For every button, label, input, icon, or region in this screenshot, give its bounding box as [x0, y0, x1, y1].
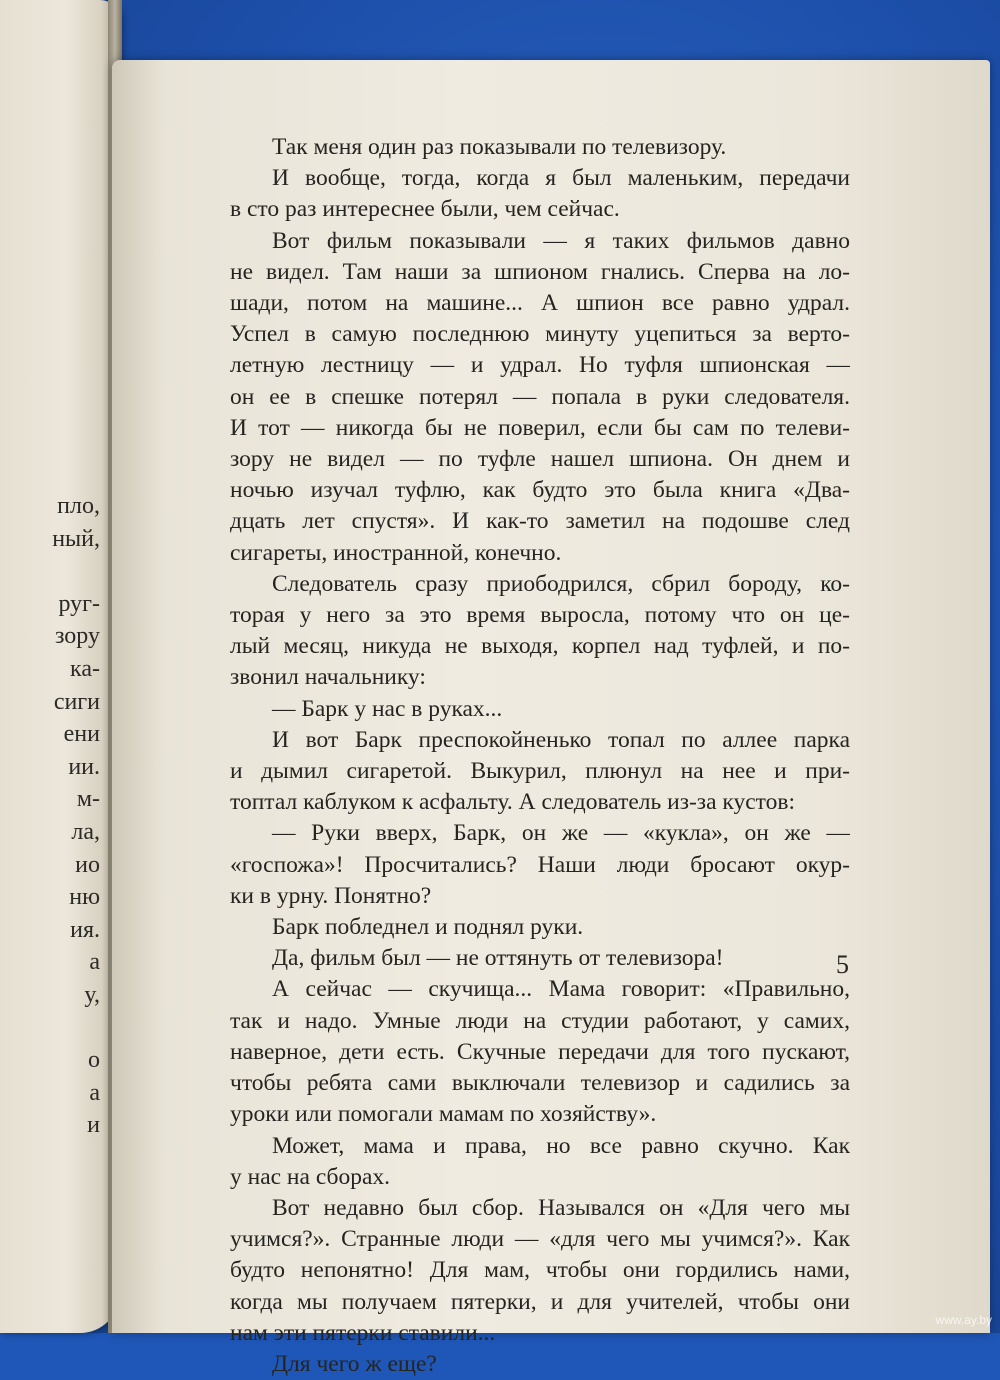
- text-line: Да, фильм был — не оттянуть от телевизора!: [272, 945, 724, 972]
- text-line: топтал каблуком к асфальту. А следователь из-за кустов:: [230, 789, 795, 816]
- text-line: звонил начальнику:: [230, 664, 426, 691]
- text-line: — Барк у нас в руках...: [272, 695, 503, 722]
- text-line: в сто раз интереснее были, чем сейчас.: [230, 196, 620, 223]
- text-line: И вообще, тогда, когда я был маленьким, передачи: [272, 165, 850, 192]
- left-page-line: ка-: [70, 655, 100, 682]
- text-line: Успел в самую последнюю минуту уцепиться за верто-: [230, 321, 850, 348]
- left-page: [0, 0, 120, 1333]
- left-page-line: ню: [69, 884, 100, 911]
- text-line: лый месяц, никуда не выходя, корпел над туфлей, и по-: [230, 633, 850, 660]
- text-line: Вот фильм показывали — я таких фильмов давно: [272, 227, 850, 254]
- left-page-line: у,: [84, 981, 100, 1008]
- text-line: Барк побледнел и поднял руки.: [272, 914, 584, 941]
- text-line: уроки или помогали мамам по хозяйству».: [230, 1101, 657, 1128]
- text-line: торая у него за это время выросла, потому что он це-: [230, 602, 850, 629]
- text-line: у нас на сборах.: [230, 1163, 391, 1190]
- text-line: И тот — никогда бы не поверил, если бы сам по телеви-: [230, 414, 850, 441]
- text-line: Так меня один раз показывали по телевизору.: [272, 134, 727, 160]
- text-line: не видел. Там наши за шпионом гнались. Сперва на ло-: [230, 258, 850, 285]
- left-page-line: ио: [75, 851, 100, 878]
- page-body-text: [230, 132, 850, 1380]
- text-line: дцать лет спустя». И как-то заметил на подошве след: [230, 508, 850, 535]
- left-page-line: а: [89, 1079, 100, 1106]
- text-line: зору не видел — по туфле нашел шпиона. Он днем и: [230, 446, 850, 473]
- left-page-line: ла,: [71, 818, 100, 845]
- text-line: будто непонятно! Для мам, чтобы они гордились нами,: [230, 1257, 850, 1284]
- left-page-line: и: [87, 1112, 100, 1139]
- text-line: А сейчас — скучища... Мама говорит: «Правильно,: [272, 976, 850, 1003]
- text-line: ки в урну. Понятно?: [230, 882, 432, 909]
- left-page-line: м-: [76, 786, 100, 813]
- left-page-line: пло,: [57, 493, 100, 519]
- left-page-line: ени: [63, 721, 100, 748]
- text-line: «госпожа»! Просчитались? Наши люди бросают окур-: [230, 851, 850, 878]
- left-page-line: сиги: [53, 688, 100, 715]
- right-page: [112, 60, 990, 1377]
- text-line: — Руки вверх, Барк, он же — «кукла», он же —: [272, 820, 850, 847]
- left-page-line: руг-: [58, 590, 100, 617]
- left-page-line: ный,: [52, 525, 100, 552]
- text-line: так и надо. Умные люди на студии работают, у самих,: [230, 1007, 850, 1034]
- left-page-text: [0, 490, 100, 1142]
- text-line: Вот недавно был сбор. Назывался он «Для чего мы: [272, 1194, 850, 1221]
- left-page-line: ия.: [70, 916, 100, 943]
- left-page-line: о: [88, 1047, 100, 1074]
- text-line: он ее в спешке потерял — попала в руки следователя.: [230, 383, 850, 410]
- left-page-line: ии.: [68, 753, 100, 780]
- left-page-line: зору: [54, 623, 100, 650]
- text-line: чтобы ребята сами выключали телевизор и садились за: [230, 1070, 850, 1097]
- left-page-line: [0, 555, 100, 588]
- text-line: когда мы получаем пятерки, и для учителей, чтобы они: [230, 1288, 850, 1315]
- text-line: сигареты, иностранной, конечно.: [230, 539, 562, 566]
- left-page-line: [0, 1012, 100, 1045]
- text-line: Для чего ж еще?: [272, 1350, 437, 1377]
- text-line: и дымил сигаретой. Выкурил, плюнул на нее и при-: [230, 758, 850, 785]
- text-line: нам эти пятерки ставили...: [230, 1319, 496, 1346]
- page-number: 5: [836, 950, 849, 979]
- site-watermark: www.ay.by: [935, 1313, 992, 1327]
- left-page-line: а: [89, 949, 100, 976]
- text-line: наверное, дети есть. Скучные передачи для того пускают,: [230, 1038, 850, 1065]
- text-line: учимся?». Странные люди — «для чего мы учимся?». Как: [230, 1226, 850, 1253]
- text-line: летную лестницу — и удрал. Но туфля шпионская —: [230, 352, 850, 379]
- text-line: шади, потом на машине... А шпион все равно удрал.: [230, 290, 850, 317]
- text-line: Может, мама и права, но все равно скучно. Как: [272, 1132, 850, 1159]
- text-line: И вот Барк преспокойненько топал по аллее парка: [272, 726, 850, 753]
- text-line: ночью изучал туфлю, как будто это была книга «Два-: [230, 477, 850, 504]
- text-line: Следователь сразу приободрился, сбрил бороду, ко-: [272, 570, 850, 597]
